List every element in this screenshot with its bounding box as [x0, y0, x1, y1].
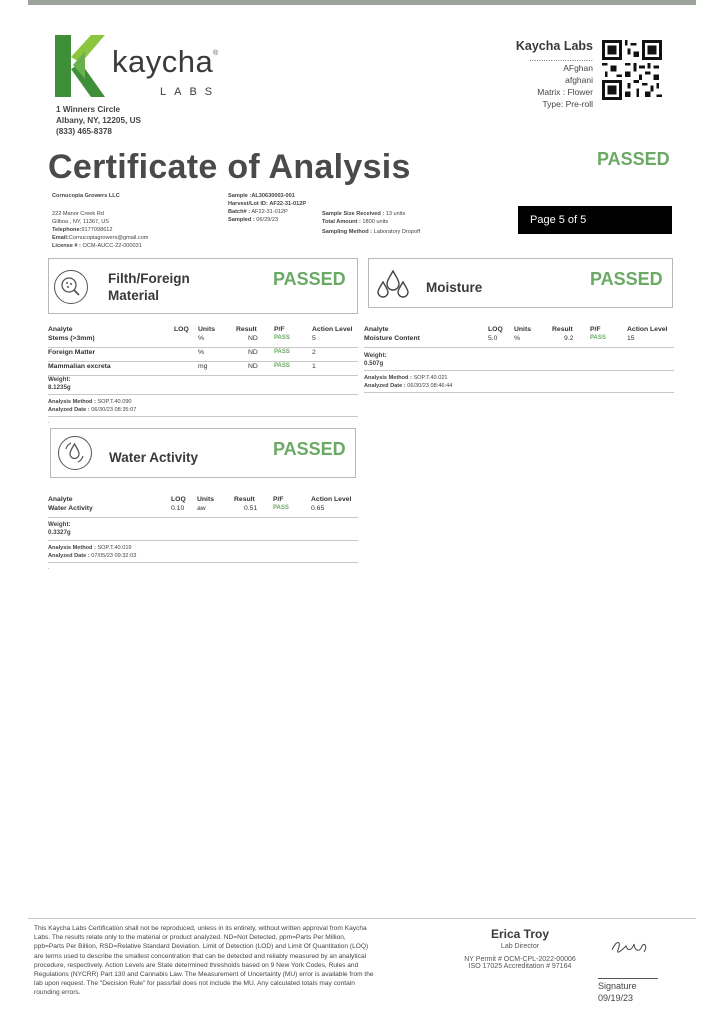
logo-sub: LABS — [160, 86, 221, 98]
license-label: License # : — [52, 243, 81, 249]
signature-block — [598, 980, 637, 1004]
result: 9.2 — [564, 335, 574, 342]
total-amount: 1800 units — [362, 219, 389, 225]
table-row — [48, 349, 358, 361]
iso-accreditation: ISO 17025 Accreditation # 97164 — [468, 963, 572, 970]
col-action: Action Level — [627, 326, 668, 333]
water-weight — [48, 521, 71, 537]
action: 0.65 — [311, 505, 325, 512]
page-indicator: Page 5 of 5 — [518, 206, 672, 234]
row-divider — [48, 375, 358, 376]
col-result: Result — [552, 326, 573, 333]
signature-icon — [608, 934, 652, 960]
telephone: 9177098612 — [81, 227, 113, 233]
director-title: Lab Director — [500, 943, 540, 950]
logo-registered: ® — [213, 50, 219, 57]
method-value: SOP.T.40.090 — [97, 399, 132, 405]
license: OCM-AUCC-22-000031 — [82, 243, 142, 249]
analyte: Stems (>3mm) — [48, 335, 95, 342]
method-label: Sampling Method : — [322, 229, 373, 235]
disclaimer — [34, 924, 446, 998]
page-title: Certificate of Analysis — [48, 148, 411, 186]
filth-title-line: Filth/Foreign — [108, 271, 190, 286]
table-header — [48, 496, 358, 505]
method-label: Analysis Method : — [48, 399, 96, 405]
date-label: Analyzed Date : — [48, 407, 90, 413]
col-pf: P/F — [273, 496, 284, 503]
table-row — [48, 505, 358, 517]
analyte: Water Activity — [48, 505, 93, 512]
col-analyte: Analyte — [48, 496, 73, 503]
email: Cornucopiagrowers@gmail.com — [68, 235, 149, 241]
water-dot: . — [48, 565, 50, 571]
filth-title — [108, 270, 190, 304]
sampled-date: 06/29/23 — [256, 217, 279, 223]
sample-info-right — [322, 210, 420, 236]
qr-code-icon — [602, 40, 662, 100]
filth-table — [48, 326, 358, 376]
units: % — [198, 349, 205, 356]
telephone-label: Telephone: — [52, 227, 82, 233]
divider — [364, 392, 674, 393]
divider — [48, 394, 358, 395]
harvest-id: AF22-31-012P — [269, 201, 307, 207]
address-line: (833) 465-8378 — [56, 127, 112, 136]
units: mg — [198, 363, 208, 370]
table-header — [48, 326, 358, 335]
lab-name: Kaycha Labs — [515, 39, 593, 53]
overall-status: PASSED — [597, 149, 670, 169]
filth-weight — [48, 376, 71, 392]
sample-info-left — [228, 192, 306, 224]
divider — [48, 562, 358, 563]
matrix: Matrix : Flower — [537, 87, 593, 97]
permit: NY Permit # OCM-CPL-2022-00006 — [464, 956, 576, 963]
water-status: PASSED — [273, 439, 346, 459]
analyte: Mammalian excreta — [48, 363, 111, 370]
units: aw — [197, 505, 206, 512]
table-row — [48, 363, 358, 375]
units: % — [514, 335, 521, 342]
row-divider — [364, 347, 674, 348]
table-row — [364, 335, 674, 347]
date-value: 06/30/23 08:46:44 — [407, 383, 453, 389]
sampling-method: Laboratory Dropoff — [373, 229, 421, 235]
client-info — [52, 192, 148, 250]
weight-value: 8.1235g — [48, 384, 71, 391]
result: ND — [248, 335, 258, 342]
sample-label: Sample : — [228, 193, 252, 199]
total-label: Total Amount : — [322, 219, 361, 225]
pf: PASS — [273, 505, 289, 511]
pf: PASS — [274, 349, 290, 355]
analyte: Moisture Content — [364, 335, 420, 342]
loq: 5.0 — [488, 335, 498, 342]
disclaimer-line: Regulations (NYCRR) Part 130 and Cannabis Law. The Measurement of Uncertainty (MU) error is available from the — [34, 971, 374, 979]
weight-label: Weight: — [364, 352, 387, 359]
row-divider — [48, 517, 358, 518]
units: % — [198, 335, 205, 342]
water-title: Water Activity — [109, 450, 199, 465]
moisture-title: Moisture — [426, 280, 483, 295]
col-loq: LOQ — [171, 496, 186, 503]
weight-label: Weight: — [48, 376, 71, 383]
top-bar — [28, 0, 696, 5]
kaycha-logo-icon — [55, 35, 105, 97]
divider — [48, 416, 358, 417]
date-value: 06/30/23 08:35:07 — [91, 407, 137, 413]
date-label: Analyzed Date : — [48, 553, 90, 559]
filth-status: PASSED — [273, 269, 346, 289]
disclaimer-line: rounding errors. — [34, 989, 81, 997]
harvest-label: Harvest/Lot ID: — [228, 201, 268, 207]
row-divider — [48, 361, 358, 362]
weight-value: 0.507g — [364, 360, 384, 367]
disclaimer-line: This Kaycha Labs Certification shall not be reproduced, unless in its entirety, without written approval from Kaycha — [34, 925, 367, 932]
method-label: Analysis Method : — [48, 545, 96, 551]
disclaimer-line: Labs. The results relate only to the material or product analyzed. ND=Not Detected, ppm=Parts Per Million, — [34, 934, 346, 942]
director-name: Erica Troy — [490, 927, 550, 941]
result: ND — [248, 349, 258, 356]
magnifier-filth-icon — [54, 270, 88, 304]
water-table — [48, 496, 358, 518]
method-value: SOP.T.40.019 — [97, 545, 132, 551]
action: 5 — [312, 335, 316, 342]
dots: ........................... — [529, 53, 593, 63]
col-result: Result — [234, 496, 255, 503]
water-drop-cycle-icon — [58, 436, 92, 470]
divider — [48, 540, 358, 541]
footer-divider — [28, 918, 696, 919]
address-line: 1 Winners Circle — [56, 105, 121, 114]
divider — [364, 370, 674, 371]
lab-director — [456, 927, 584, 970]
disclaimer-line: ppb=Parts Per Billion, RSD=Relative Standard Deviation. Limit of Detection (LOD) and Limit Of Quantitation (LOQ) — [34, 943, 369, 951]
filth-method — [48, 398, 136, 414]
pf: PASS — [274, 363, 290, 369]
weight-label: Weight: — [48, 521, 71, 528]
client-address1: 222 Manor Creek Rd — [52, 211, 104, 217]
analyte: Foreign Matter — [48, 349, 96, 356]
date-value: 07/05/23 09:32:03 — [91, 553, 137, 559]
result: ND — [248, 363, 258, 370]
pf: PASS — [590, 335, 606, 341]
client-address2: Gilboa , NY, 11367, US — [52, 219, 110, 225]
disclaimer-line: procedure, respectively. Action Levels are State determined thresholds based on 9 New York Codes, Rules and — [34, 961, 359, 969]
table-header — [364, 326, 674, 335]
col-analyte: Analyte — [48, 326, 73, 333]
water-method — [48, 544, 136, 560]
loq: 0.10 — [171, 505, 185, 512]
date-label: Analyzed Date : — [364, 383, 406, 389]
batch-label: Batch# : — [228, 209, 251, 215]
col-action: Action Level — [311, 496, 352, 503]
batch-id: AF22-31-012P — [251, 209, 288, 215]
result: 0.51 — [244, 505, 258, 512]
signature-date: 09/19/23 — [598, 993, 634, 1003]
method-label: Analysis Method : — [364, 375, 412, 381]
filth-title-line: Material — [108, 288, 160, 303]
moisture-method — [364, 374, 452, 390]
client-name: Cornucopia Growers LLC — [52, 193, 120, 199]
col-pf: P/F — [274, 326, 285, 333]
lab-address — [56, 104, 141, 137]
col-units: Units — [514, 326, 531, 333]
email-label: Email: — [52, 235, 69, 241]
action: 1 — [312, 363, 316, 370]
action: 2 — [312, 349, 316, 356]
logo-name: kaycha — [112, 44, 214, 79]
col-pf: P/F — [590, 326, 601, 333]
col-result: Result — [236, 326, 257, 333]
product-type: Type: Pre-roll — [542, 99, 593, 109]
moisture-status: PASSED — [590, 269, 663, 289]
disclaimer-line: lab upon request. The "Decision Rule" for pass/fail does not include the MU. Any calculated totals may contain — [34, 980, 355, 988]
sample-size: 13 units — [385, 211, 406, 217]
weight-value: 0.3327g — [48, 529, 71, 536]
col-units: Units — [198, 326, 215, 333]
col-analyte: Analyte — [364, 326, 389, 333]
col-units: Units — [197, 496, 214, 503]
size-label: Sample Size Received : — [322, 211, 385, 217]
header-right-info — [440, 38, 593, 110]
method-value: SOP.T.40.021 — [413, 375, 448, 381]
moisture-table — [364, 326, 674, 348]
col-loq: LOQ — [488, 326, 503, 333]
signature-label: Signature — [598, 981, 637, 991]
pf: PASS — [274, 335, 290, 341]
table-row — [48, 335, 358, 347]
action: 15 — [627, 335, 635, 342]
col-loq: LOQ — [174, 326, 189, 333]
product-name: AFghan — [563, 63, 593, 73]
sample-id: AL30630003-001 — [251, 193, 295, 199]
filth-dot: . — [48, 419, 50, 425]
product-sub: afghani — [565, 75, 593, 85]
sampled-label: Sampled : — [228, 217, 255, 223]
address-line: Albany, NY, 12205, US — [56, 116, 141, 125]
row-divider — [48, 347, 358, 348]
signature-line — [598, 978, 658, 979]
droplets-icon — [374, 268, 412, 302]
col-action: Action Level — [312, 326, 353, 333]
disclaimer-line: are terms used to describe the smallest concentration that can be detected and reliably measured by an analytical — [34, 952, 367, 960]
moisture-weight — [364, 352, 387, 368]
